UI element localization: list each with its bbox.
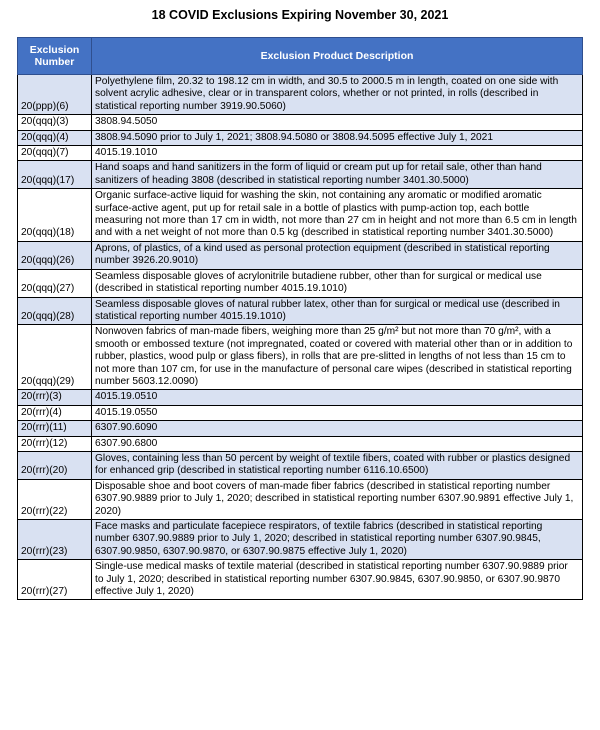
header-exclusion-number: Exclusion Number bbox=[18, 38, 92, 75]
table-row bbox=[18, 436, 583, 451]
exclusion-number-cell: 20(rrr)(22) bbox=[18, 479, 92, 519]
exclusion-number-cell: 20(rrr)(27) bbox=[18, 560, 92, 600]
table-row bbox=[18, 189, 583, 242]
description-cell: Single-use medical masks of textile material (described in statistical reporting number 6307.90.9889 prior to July 1, 2020; described in statistical reporting number 6307.90.9845, 6307.90.9850, or 6307.90.9870 effective July 1, 2020) bbox=[92, 560, 583, 600]
table-header-row bbox=[18, 38, 583, 75]
description-cell: 6307.90.6800 bbox=[92, 436, 583, 451]
exclusion-number-cell: 20(qqq)(7) bbox=[18, 146, 92, 161]
table-row bbox=[18, 297, 583, 325]
table-row bbox=[18, 325, 583, 390]
exclusion-number-cell: 20(qqq)(4) bbox=[18, 130, 92, 145]
exclusion-number-cell: 20(rrr)(3) bbox=[18, 390, 92, 405]
document-title: 18 COVID Exclusions Expiring November 30, 2021 bbox=[151, 8, 449, 22]
exclusions-table bbox=[17, 37, 583, 600]
table-row bbox=[18, 269, 583, 297]
exclusion-number-cell: 20(rrr)(12) bbox=[18, 436, 92, 451]
table-row bbox=[18, 130, 583, 145]
table-row bbox=[18, 451, 583, 479]
description-cell: Seamless disposable gloves of acrylonitrile butadiene rubber, other than for surgical or medical use (described in statistical reporting number 4015.19.1010) bbox=[92, 269, 583, 297]
exclusion-number-cell: 20(qqq)(27) bbox=[18, 269, 92, 297]
exclusion-number-cell: 20(rrr)(23) bbox=[18, 520, 92, 560]
table-row bbox=[18, 75, 583, 115]
table-row bbox=[18, 560, 583, 600]
exclusion-number-cell: 20(rrr)(20) bbox=[18, 451, 92, 479]
exclusion-number-cell: 20(qqq)(29) bbox=[18, 325, 92, 390]
description-cell: Gloves, containing less than 50 percent by weight of textile fibers, coated with rubber or plastics designed for enhanced grip (described in statistical reporting number 6116.10.6500) bbox=[92, 451, 583, 479]
description-cell: Organic surface-active liquid for washing the skin, not containing any aromatic or modified aromatic surface-active agent, put up for retail sale in a bottle of plastics with pump-action top, each bottle measuring not more than 17 cm in width, not more than 27 cm in height and not more than 6.5 cm in length and with a net weight of not more than 0.5 kg (described in statistical reporting number 3401.30.5000) bbox=[92, 189, 583, 242]
table-row bbox=[18, 421, 583, 436]
description-cell: Seamless disposable gloves of natural rubber latex, other than for surgical or medical use (described in statistical reporting number 4015.19.1010) bbox=[92, 297, 583, 325]
exclusion-number-cell: 20(rrr)(11) bbox=[18, 421, 92, 436]
description-cell: 6307.90.6090 bbox=[92, 421, 583, 436]
exclusion-number-cell: 20(qqq)(26) bbox=[18, 241, 92, 269]
description-cell: Polyethylene film, 20.32 to 198.12 cm in width, and 30.5 to 2000.5 m in length, coated on one side with solvent acrylic adhesive, clear or in transparent colors, whether or not printed, in rolls (described in statistical reporting number 3919.90.5060) bbox=[92, 75, 583, 115]
table-row bbox=[18, 520, 583, 560]
exclusion-number-cell: 20(qqq)(28) bbox=[18, 297, 92, 325]
exclusion-number-cell: 20(qqq)(18) bbox=[18, 189, 92, 242]
description-cell: Aprons, of plastics, of a kind used as personal protection equipment (described in statistical reporting number 3926.20.9010) bbox=[92, 241, 583, 269]
table-row bbox=[18, 146, 583, 161]
table-row bbox=[18, 405, 583, 420]
description-cell: 3808.94.5090 prior to July 1, 2021; 3808.94.5080 or 3808.94.5095 effective July 1, 2021 bbox=[92, 130, 583, 145]
table-row bbox=[18, 390, 583, 405]
exclusion-number-cell: 20(qqq)(3) bbox=[18, 115, 92, 130]
table-row bbox=[18, 161, 583, 189]
description-cell: Face masks and particulate facepiece respirators, of textile fabrics (described in statistical reporting number 6307.90.9889 prior to July 1, 2020; described in statistical reporting number 6307.90.9845, 6307.90.9850, 6307.90.9870, or 6307.90.9875 effective July 1, 2020) bbox=[92, 520, 583, 560]
description-cell: 3808.94.5050 bbox=[92, 115, 583, 130]
exclusion-number-cell: 20(ppp)(6) bbox=[18, 75, 92, 115]
exclusion-number-cell: 20(qqq)(17) bbox=[18, 161, 92, 189]
description-cell: 4015.19.1010 bbox=[92, 146, 583, 161]
table-row bbox=[18, 115, 583, 130]
description-cell: 4015.19.0550 bbox=[92, 405, 583, 420]
description-cell: 4015.19.0510 bbox=[92, 390, 583, 405]
table-row bbox=[18, 479, 583, 519]
description-cell: Nonwoven fabrics of man-made fibers, weighing more than 25 g/m² but not more than 70 g/m², with a smooth or embossed texture (not impregnated, coated or covered with material other than or in addition to rubber, plastics, wood pulp or glass fibers), in rolls that are pre-slitted in lengths of not less than 15 cm to not more than 107 cm, for use in the manufacture of personal care wipes (described in statistical reporting number 5603.12.0090) bbox=[92, 325, 583, 390]
table-row bbox=[18, 241, 583, 269]
exclusion-number-cell: 20(rrr)(4) bbox=[18, 405, 92, 420]
description-cell: Disposable shoe and boot covers of man-made fiber fabrics (described in statistical reporting number 6307.90.9889 prior to July 1, 2020; described in statistical reporting number 6307.90.9891 effective July 1, 2020) bbox=[92, 479, 583, 519]
description-cell: Hand soaps and hand sanitizers in the form of liquid or cream put up for retail sale, other than hand sanitizers of heading 3808 (described in statistical reporting number 3401.30.5000) bbox=[92, 161, 583, 189]
header-product-description: Exclusion Product Description bbox=[92, 38, 583, 75]
